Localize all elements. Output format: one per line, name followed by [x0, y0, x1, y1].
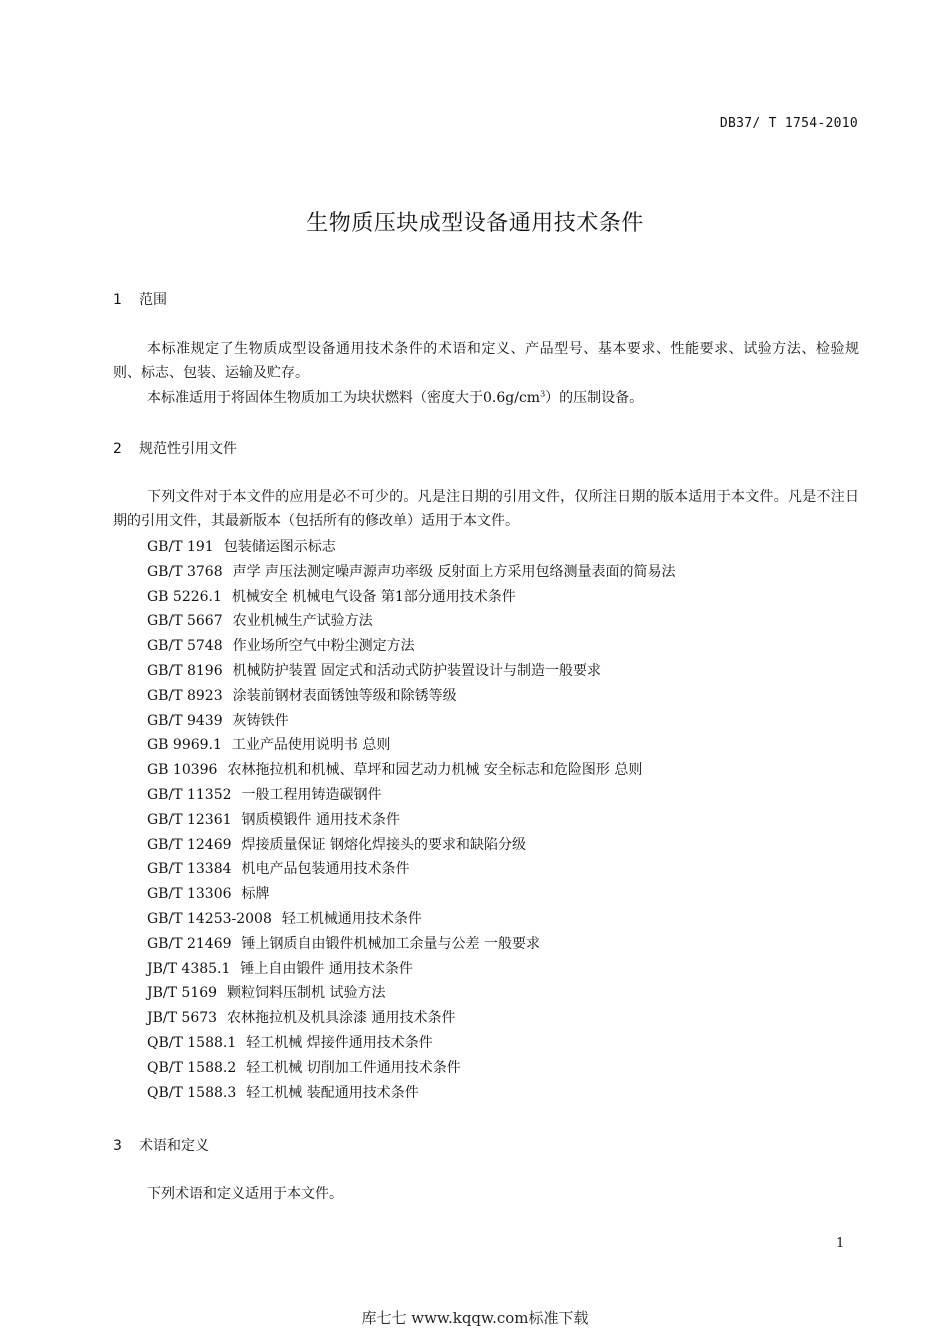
- reference-item: [147, 758, 676, 783]
- reference-title: 包装储运图示标志: [223, 539, 336, 555]
- reference-item: [147, 957, 676, 982]
- reference-item: [147, 535, 676, 560]
- section-title: 范围: [139, 292, 167, 308]
- document-title: 生物质压块成型设备通用技术条件: [306, 211, 644, 236]
- reference-title: 焊接质量保证 钢熔化焊接头的要求和缺陷分级: [241, 836, 526, 853]
- reference-item: [147, 1031, 676, 1056]
- reference-code: JB/T 5169: [147, 985, 218, 1002]
- reference-code: GB/T 13306: [147, 886, 232, 903]
- reference-item: [147, 808, 676, 833]
- reference-title: 锤上钢质自由锻件机械加工余量与公差 一般要求: [241, 935, 540, 952]
- footer-watermark: 库七七 www.kqqw.com标准下载: [361, 1309, 589, 1327]
- reference-item: [147, 882, 676, 907]
- references-intro-paragraph: 下列文件对于本文件的应用是必不可少的。凡是注日期的引用文件，仅所注日期的版本适用于本文件。凡是不注日期的引用文件，其最新版本（包括所有的修改单）适用于本文件。: [113, 489, 859, 529]
- reference-title: 钢质模锻件 通用技术条件: [241, 811, 400, 828]
- standard-code: DB37/ T 1754-2010: [719, 116, 858, 131]
- reference-title: 轻工机械 切削加工件通用技术条件: [246, 1059, 461, 1076]
- reference-code: GB/T 9439: [147, 712, 223, 729]
- reference-title: 轻工机械 焊接件通用技术条件: [246, 1034, 433, 1051]
- reference-code: GB/T 3768: [147, 563, 223, 580]
- section-title: 术语和定义: [139, 1138, 209, 1154]
- reference-code: JB/T 4385.1: [147, 960, 231, 977]
- reference-code: GB/T 13384: [147, 861, 232, 878]
- reference-item: [147, 659, 676, 684]
- reference-item: [147, 932, 676, 957]
- reference-code: GB/T 14253-2008: [147, 910, 272, 927]
- reference-code: GB 9969.1: [147, 737, 222, 754]
- reference-title: 农业机械生产试验方法: [232, 613, 373, 630]
- reference-code: GB/T 5667: [147, 613, 223, 630]
- reference-item: [147, 857, 676, 882]
- section-number: 3: [113, 1138, 122, 1154]
- reference-item: [147, 783, 676, 808]
- reference-item: [147, 733, 676, 758]
- scope-text-end: ）的压制设备。: [545, 390, 644, 406]
- reference-item: [147, 1056, 676, 1081]
- reference-code: GB/T 21469: [147, 935, 232, 952]
- reference-item: [147, 560, 676, 585]
- reference-title: 机械防护装置 固定式和活动式防护装置设计与制造一般要求: [232, 662, 602, 679]
- reference-code: GB/T 8923: [147, 687, 223, 704]
- reference-code: GB 10396: [147, 762, 218, 779]
- section-heading-scope: [113, 289, 167, 309]
- reference-code: GB/T 191: [147, 539, 214, 555]
- reference-item: [147, 1081, 676, 1106]
- reference-item: [147, 981, 676, 1006]
- reference-code: JB/T 5673: [147, 1010, 218, 1027]
- reference-code: GB/T 12361: [147, 811, 232, 828]
- reference-title: 轻工机械 装配通用技术条件: [246, 1084, 419, 1101]
- reference-item: [147, 684, 676, 709]
- reference-item: [147, 907, 676, 932]
- reference-code: GB/T 8196: [147, 662, 223, 679]
- reference-title: 农林拖拉机及机具涂漆 通用技术条件: [227, 1010, 456, 1027]
- superscript-3: 3: [540, 389, 546, 399]
- reference-title: 声学 声压法测定噪声源声功率级 反射面上方采用包络测量表面的简易法: [232, 563, 676, 580]
- reference-code: GB 5226.1: [147, 588, 222, 605]
- reference-code: QB/T 1588.3: [147, 1084, 237, 1101]
- reference-item: [147, 709, 676, 734]
- reference-title: 标牌: [241, 886, 270, 903]
- section-heading-normative-references: [113, 438, 237, 458]
- reference-title: 一般工程用铸造碳钢件: [241, 786, 382, 803]
- scope-paragraph-1: 本标准规定了生物质成型设备通用技术条件的术语和定义、产品型号、基本要求、性能要求、试验方法、检验规则、标志、包装、运输及贮存。: [113, 341, 859, 381]
- reference-title: 灰铸铁件: [232, 712, 289, 729]
- section-number: 1: [113, 292, 122, 308]
- reference-code: GB/T 12469: [147, 836, 232, 853]
- terms-intro-paragraph: 下列术语和定义适用于本文件。: [147, 1186, 343, 1202]
- reference-title: 锤上自由锻件 通用技术条件: [240, 960, 413, 977]
- reference-title: 工业产品使用说明书 总则: [231, 737, 391, 754]
- reference-code: GB/T 11352: [147, 786, 232, 803]
- scope-text: 本标准适用于将固体生物质加工为块状燃料（密度大于0.6g/cm: [147, 390, 541, 406]
- reference-title: 农林拖拉机和机械、草坪和园艺动力机械 安全标志和危险图形 总则: [227, 762, 643, 779]
- reference-item: [147, 833, 676, 858]
- reference-title: 颗粒饲料压制机 试验方法: [227, 985, 386, 1002]
- section-number: 2: [113, 441, 122, 457]
- scope-paragraph-2: [113, 386, 859, 410]
- reference-title: 轻工机械通用技术条件: [281, 910, 422, 927]
- reference-list: [147, 535, 676, 1105]
- reference-item: [147, 585, 676, 610]
- reference-title: 涂装前钢材表面锈蚀等级和除锈等级: [232, 687, 457, 704]
- reference-code: QB/T 1588.2: [147, 1059, 237, 1076]
- reference-item: [147, 634, 676, 659]
- page-number: 1: [836, 1236, 845, 1251]
- reference-title: 作业场所空气中粉尘测定方法: [232, 638, 415, 655]
- reference-title: 机械安全 机械电气设备 第1部分通用技术条件: [231, 588, 516, 605]
- reference-code: GB/T 5748: [147, 638, 223, 655]
- section-heading-terms: [113, 1135, 209, 1155]
- reference-item: [147, 1006, 676, 1031]
- reference-code: QB/T 1588.1: [147, 1034, 237, 1051]
- reference-title: 机电产品包装通用技术条件: [241, 861, 410, 878]
- reference-item: [147, 609, 676, 634]
- section-title: 规范性引用文件: [139, 441, 237, 457]
